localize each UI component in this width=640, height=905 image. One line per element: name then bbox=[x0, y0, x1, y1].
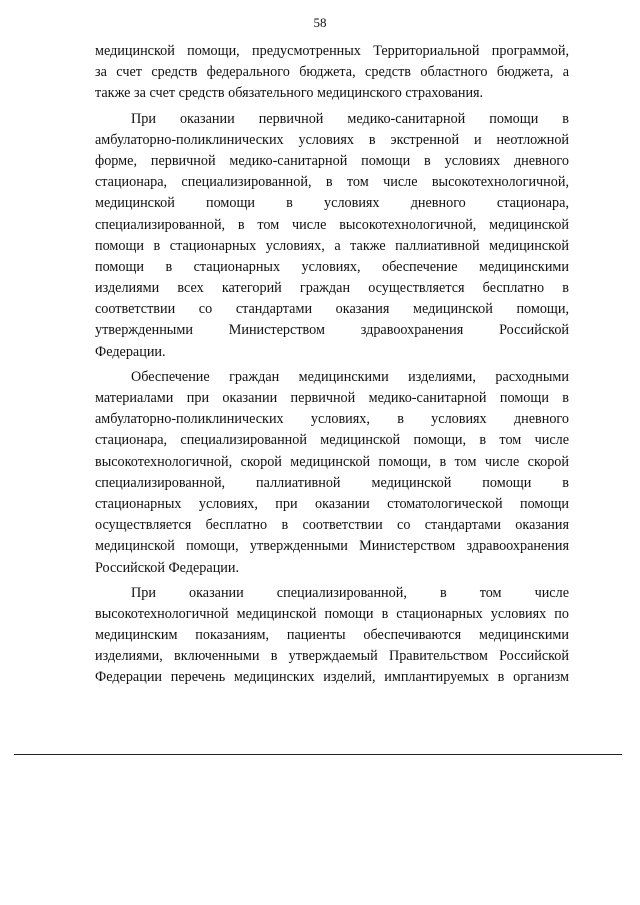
text-line: также за счет средств обязательного медицинского страхования. bbox=[95, 85, 484, 102]
text-line: специализированной, в том числе высокотехнологичной, медицинской bbox=[95, 216, 569, 233]
paragraph-4 bbox=[95, 583, 569, 689]
text-line: высокотехнологичной медицинской помощи в стационарных условиях по bbox=[95, 605, 569, 622]
text-line: утвержденными Министерством здравоохранения Российской bbox=[95, 322, 569, 339]
text-line: помощи в стационарных условиях, обеспечение медицинскими bbox=[95, 258, 569, 275]
text-line: стационара, специализированной, в том числе высокотехнологичной, bbox=[95, 174, 569, 191]
text-line: При оказании специализированной, в том числе bbox=[131, 584, 569, 601]
text-line: стационара, специализированной медицинской помощи, в том числе bbox=[95, 432, 569, 449]
page-number: 58 bbox=[313, 15, 327, 30]
text-line: Обеспечение граждан медицинскими изделиями, расходными bbox=[131, 368, 569, 385]
text-line: специализированной, паллиативной медицинской помощи в bbox=[95, 474, 569, 491]
paragraph-3 bbox=[95, 367, 569, 579]
paragraph-2 bbox=[95, 109, 569, 363]
text-line: стационарных условиях, при оказании стоматологической помощи bbox=[95, 495, 569, 512]
text-line: медицинской помощи в условиях дневного стационара, bbox=[95, 195, 569, 212]
text-line: амбулаторно-поликлинических условиях, в условиях дневного bbox=[95, 411, 569, 428]
text-line: медицинской помощи, предусмотренных Территориальной программой, bbox=[95, 43, 569, 59]
text-line: Федерации перечень медицинских изделий, имплантируемых в организм bbox=[95, 669, 569, 686]
text-line: осуществляется бесплатно в соответствии со стандартами оказания bbox=[95, 517, 569, 534]
text-line: материалами при оказании первичной медико-санитарной помощи в bbox=[95, 390, 569, 406]
text-line: за счет средств федерального бюджета, средств областного бюджета, а bbox=[95, 64, 569, 81]
text-line: высокотехнологичной, скорой медицинской помощи, в том числе скорой bbox=[95, 453, 569, 470]
page-bottom-rule bbox=[14, 754, 622, 755]
text-line: медицинской помощи, утвержденными Министерством здравоохранения bbox=[95, 538, 569, 555]
text-line: амбулаторно-поликлинических условиях в экстренной и неотложной bbox=[95, 131, 569, 148]
text-line: При оказании первичной медико-санитарной помощи в bbox=[131, 110, 569, 127]
paragraph-1 bbox=[95, 41, 569, 105]
text-line: изделиями всех категорий граждан осуществляется бесплатно в bbox=[95, 280, 569, 297]
document-body bbox=[95, 41, 569, 689]
text-line: форме, первичной медико-санитарной помощи в условиях дневного bbox=[95, 152, 569, 169]
text-line: помощи в стационарных условиях, а также паллиативной медицинской bbox=[95, 237, 569, 254]
text-line: медицинским показаниям, пациенты обеспечиваются медицинскими bbox=[95, 627, 569, 644]
text-line: Российской Федерации. bbox=[95, 559, 240, 576]
text-line: изделиями, включенными в утверждаемый Правительством Российской bbox=[95, 648, 569, 665]
text-line: соответствии со стандартами оказания медицинской помощи, bbox=[95, 301, 569, 318]
text-line: Федерации. bbox=[95, 343, 166, 360]
